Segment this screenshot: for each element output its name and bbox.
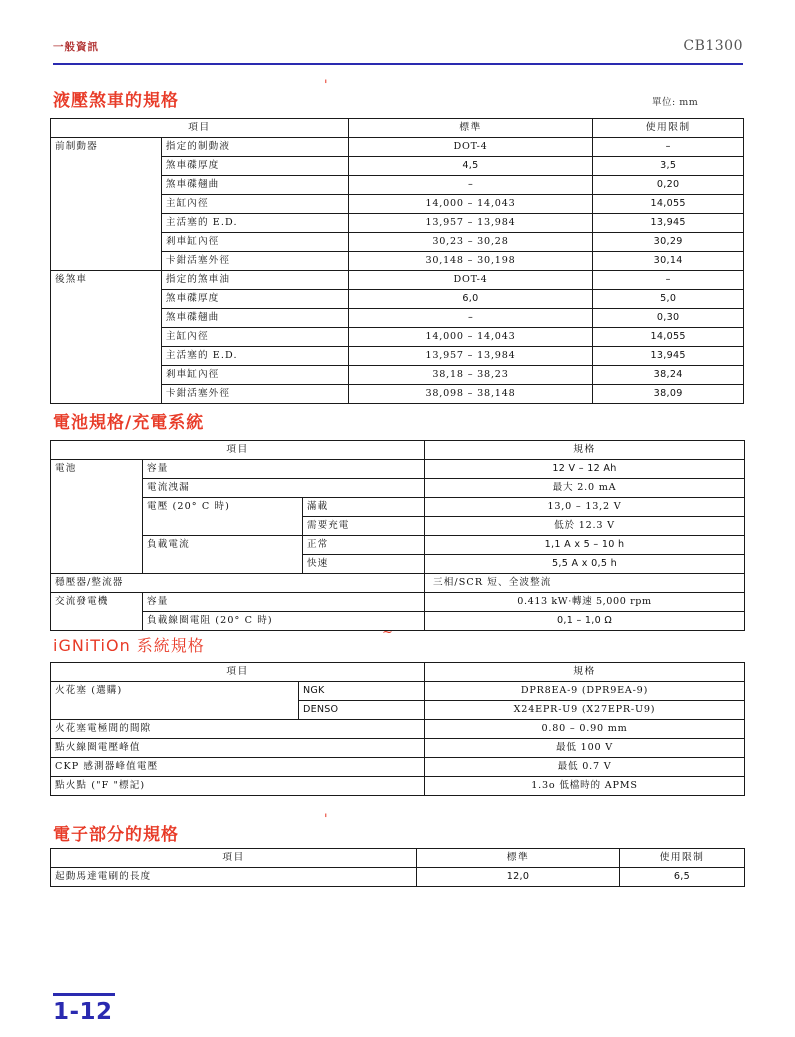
section-title-battery-charging: 電池規格/充電系統	[53, 413, 205, 433]
row-limit: 0,20	[593, 176, 744, 195]
table-row	[51, 777, 745, 796]
row-standard: 6,0	[348, 290, 593, 309]
row-limit: 30,14	[593, 252, 744, 271]
table-row	[51, 498, 745, 517]
table-row	[51, 479, 745, 498]
row-label: 容量	[143, 460, 425, 479]
row-label: 煞車碟厚度	[161, 290, 348, 309]
row-limit: 30,29	[593, 233, 744, 252]
row-value: 5,5 A x 0,5 h	[425, 555, 745, 574]
row-label: 負載線圈電阻 (20° C 時)	[143, 612, 425, 631]
table-ignition	[50, 662, 745, 796]
row-standard: 14,000 – 14,043	[348, 195, 593, 214]
table-row	[51, 739, 745, 758]
row-limit: 0,30	[593, 309, 744, 328]
col-header-item: 項目	[51, 849, 417, 868]
row-value: 三相/SCR 短、全波整流	[425, 574, 745, 593]
table-row	[51, 593, 745, 612]
row-standard: 12,0	[417, 868, 620, 887]
group-spacer	[51, 195, 162, 214]
group-label-battery: 電池	[51, 460, 143, 574]
row-label-charging-current: 負載電流	[143, 536, 303, 574]
col-header-limit: 使用限制	[593, 119, 744, 138]
row-label: 主活塞的 E.D.	[161, 214, 348, 233]
row-standard: 14,000 – 14,043	[348, 328, 593, 347]
page-number: 1-12	[53, 999, 113, 1025]
row-label: 電流洩漏	[143, 479, 425, 498]
row-limit: 13,945	[593, 214, 744, 233]
row-value: 1,1 A x 5 – 10 h	[425, 536, 745, 555]
row-label: CKP 感測器峰值電壓	[51, 758, 425, 777]
row-value: 0.413 kW·轉速 5,000 rpm	[425, 593, 745, 612]
table-row	[51, 214, 744, 233]
row-value: 最低 100 V	[425, 739, 745, 758]
col-header-standard: 標準	[417, 849, 620, 868]
table-row	[51, 290, 744, 309]
col-header-spec: 規格	[425, 663, 745, 682]
row-label-voltage: 電壓 (20° C 時)	[143, 498, 303, 536]
col-header-standard: 標準	[348, 119, 593, 138]
group-label-alternator: 交流發電機	[51, 593, 143, 631]
row-limit: 38,09	[593, 385, 744, 404]
row-label: 火花塞電極間的間隙	[51, 720, 425, 739]
row-value: 最大 2.0 mA	[425, 479, 745, 498]
row-value: 12 V – 12 Ah	[425, 460, 745, 479]
group-spacer	[51, 157, 162, 176]
group-spacer	[51, 214, 162, 233]
group-spacer	[51, 176, 162, 195]
row-standard: 13,957 – 13,984	[348, 347, 593, 366]
row-limit: 13,945	[593, 347, 744, 366]
col-header-item: 項目	[51, 441, 425, 460]
table-header-row	[51, 663, 745, 682]
unit-note-mm: 單位: mm	[652, 97, 699, 108]
row-label: 剎車缸內徑	[161, 366, 348, 385]
row-label: 卡鉗活塞外徑	[161, 385, 348, 404]
table-header-row	[51, 119, 744, 138]
row-limit: 14,055	[593, 195, 744, 214]
table-row	[51, 574, 745, 593]
group-spacer	[51, 328, 162, 347]
row-label: 煞車碟厚度	[161, 157, 348, 176]
table-row	[51, 233, 744, 252]
table-row	[51, 138, 744, 157]
row-standard: 30,148 – 30,198	[348, 252, 593, 271]
table-header-row	[51, 441, 745, 460]
table-row	[51, 612, 745, 631]
table-row	[51, 271, 744, 290]
row-label: 主缸內徑	[161, 328, 348, 347]
table-row	[51, 720, 745, 739]
section-title-ignition: iGNiTiOn 系統規格	[53, 636, 205, 655]
table-row	[51, 366, 744, 385]
row-standard: 38,098 – 38,148	[348, 385, 593, 404]
table-row	[51, 347, 744, 366]
group-spacer	[51, 385, 162, 404]
row-value: 1.3o 低檔時的 APMS	[425, 777, 745, 796]
table-row	[51, 868, 745, 887]
row-standard: 4,5	[348, 157, 593, 176]
row-label: 點火線圈電壓峰值	[51, 739, 425, 758]
row-value: 低於 12.3 V	[425, 517, 745, 536]
table-row	[51, 758, 745, 777]
stray-mark-3: '	[324, 812, 328, 827]
row-label: 指定的煞車油	[161, 271, 348, 290]
row-sublabel: 滿載	[303, 498, 425, 517]
row-label: 煞車碟翹曲	[161, 176, 348, 195]
row-limit: 5,0	[593, 290, 744, 309]
row-limit: 3,5	[593, 157, 744, 176]
row-sublabel: 正常	[303, 536, 425, 555]
row-limit: 14,055	[593, 328, 744, 347]
row-label: 主缸內徑	[161, 195, 348, 214]
row-value: X24EPR-U9 (X27EPR-U9)	[425, 701, 745, 720]
group-spacer	[51, 366, 162, 385]
group-spacer	[51, 233, 162, 252]
row-standard: DOT-4	[348, 138, 593, 157]
table-hydraulic-brake	[50, 118, 744, 404]
header-model-label: CB1300	[683, 38, 743, 54]
col-header-item: 項目	[51, 119, 349, 138]
row-value: 0.80 – 0.90 mm	[425, 720, 745, 739]
row-label: 煞車碟翹曲	[161, 309, 348, 328]
table-electrical	[50, 848, 745, 887]
table-row	[51, 309, 744, 328]
stray-mark-1: '	[324, 78, 328, 93]
table-row	[51, 176, 744, 195]
table-battery-charging	[50, 440, 745, 631]
row-label: 主活塞的 E.D.	[161, 347, 348, 366]
row-sublabel-ngk: NGK	[299, 682, 425, 701]
row-sublabel: 需要充電	[303, 517, 425, 536]
group-spacer	[51, 290, 162, 309]
footer-rule	[53, 993, 115, 996]
group-spacer	[51, 347, 162, 366]
row-limit: –	[593, 138, 744, 157]
header-rule	[53, 63, 743, 65]
row-label: 點火點 ("F "標記)	[51, 777, 425, 796]
row-value: 13,0 – 13,2 V	[425, 498, 745, 517]
group-label-rear-brake: 後煞車	[51, 271, 162, 290]
table-row	[51, 195, 744, 214]
group-spacer	[51, 252, 162, 271]
row-standard: –	[348, 176, 593, 195]
table-row	[51, 536, 745, 555]
row-limit: 6,5	[620, 868, 745, 887]
row-standard: 38,18 – 38,23	[348, 366, 593, 385]
section-title-hydraulic-brake: 液壓煞車的規格	[53, 91, 179, 111]
row-label: 剎車缸內徑	[161, 233, 348, 252]
header-section-label: 一般資訊	[53, 41, 99, 53]
row-label: 容量	[143, 593, 425, 612]
table-header-row	[51, 849, 745, 868]
table-row	[51, 157, 744, 176]
table-row	[51, 460, 745, 479]
row-value: DPR8EA-9 (DPR9EA-9)	[425, 682, 745, 701]
section-title-electrical: 電子部分的規格	[53, 825, 179, 845]
table-row	[51, 328, 744, 347]
col-header-limit: 使用限制	[620, 849, 745, 868]
row-standard: –	[348, 309, 593, 328]
page-header	[53, 38, 743, 54]
group-label-front-brake: 前制動器	[51, 138, 162, 157]
col-header-spec: 規格	[425, 441, 745, 460]
row-label-spark-plug: 火花塞 (選購)	[51, 682, 299, 720]
stray-mark-2: ~	[382, 625, 393, 640]
row-sublabel-denso: DENSO	[299, 701, 425, 720]
row-label: 卡鉗活塞外徑	[161, 252, 348, 271]
row-label-regulator-rectifier: 穩壓器/整流器	[51, 574, 425, 593]
row-limit: 38,24	[593, 366, 744, 385]
col-header-item: 項目	[51, 663, 425, 682]
row-sublabel: 快速	[303, 555, 425, 574]
row-label: 起動馬達電刷的長度	[51, 868, 417, 887]
table-row	[51, 385, 744, 404]
row-standard: 30,23 – 30,28	[348, 233, 593, 252]
table-row	[51, 252, 744, 271]
table-row	[51, 682, 745, 701]
row-standard: 13,957 – 13,984	[348, 214, 593, 233]
row-value: 0,1 – 1,0 Ω	[425, 612, 745, 631]
row-standard: DOT-4	[348, 271, 593, 290]
row-limit: –	[593, 271, 744, 290]
row-label: 指定的制動液	[161, 138, 348, 157]
row-value: 最低 0.7 V	[425, 758, 745, 777]
group-spacer	[51, 309, 162, 328]
